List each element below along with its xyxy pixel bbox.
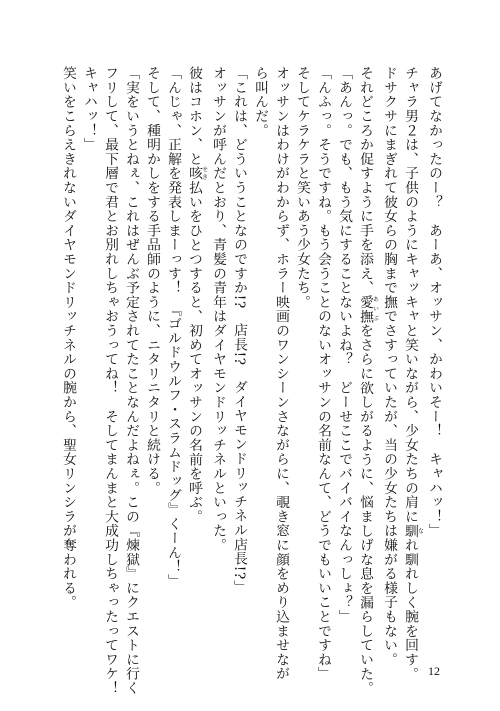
text-line-9: ら叫んだ。 xyxy=(252,66,268,138)
text-line-6: 「んふっ。そうですね。もう会うことのないオッサンの名前なんて、どうでもいいことですね」 xyxy=(315,66,331,681)
text-line-4: それどころか促すように手を添え、愛撫あいぶをさらに欲しがるように、悩ましげな息を漏らしていた。 xyxy=(357,66,379,696)
text-line-2: チャラ男２は、子供のようにキャッキャと笑いながら、少女たちの肩に馴なれ馴れしく腕を回す。 xyxy=(402,66,424,681)
text-line-8: オッサンはわけがわからず、ホラー映画のワンシーンさながらに、覗き窓に顔をめり込ませなが xyxy=(273,66,289,681)
text-line-14: そして、種明かしをする手品師のように、ニタリニタリと続ける。 xyxy=(144,66,160,495)
text-line-18: 笑いをこらえきれないダイヤモンドリッチネルの腕から、聖女リンシラが奪われる。 xyxy=(60,66,76,610)
ruby-gloss: 愛撫あいぶ xyxy=(357,294,379,324)
text-line-13: 「んじゃ、正解を発表しまーっす！ 『ゴルドウルフ・スラムドッグ』くーん！」 xyxy=(165,66,181,589)
text-line-1: あげてなかったのー？ あーあ、オッサン、かわいそー！ キャハッ！」 xyxy=(426,66,442,538)
text-line-5: 「あんっ。でも、もう気にすることないよね？ どーせここでバイバイなんっしょ？」 xyxy=(336,66,352,624)
text-line-10: 「これは、どういうことなのですか!? 店長!? ダイヤモンドリッチネル店長!?」 xyxy=(231,66,247,595)
ruby-gloss: 咳せき xyxy=(186,166,208,181)
page-number: 12 xyxy=(428,664,440,678)
text-line-17: キャハッ！」 xyxy=(81,66,97,152)
text-line-16: フリして、最下層で君とお別れしちゃおうってね！ そしてまんまと大成功しちゃったってワケ！ xyxy=(102,66,118,696)
text-line-12: 彼はコホン、と咳せき払いをひとつすると、初めてオッサンの名前を呼ぶ。 xyxy=(186,66,208,524)
ruby-gloss: 馴な xyxy=(402,523,424,538)
text-line-7: そしてケラケラと笑いあう少女たち。 xyxy=(294,66,310,310)
text-line-11: オッサンが呼んだとおり、青髪の青年はダイヤモンドリッチネルといった。 xyxy=(210,66,226,553)
text-line-3: ドサクサにまぎれて彼女らの胸まで撫でさすっていたが、当の少女たちは嫌がる様子もない。 xyxy=(381,66,397,667)
text-line-15: 「実をいうとねぇ、これはぜんぶ予定されてたことなんだよねぇ。この『煉獄』にクエストに行く xyxy=(123,66,139,696)
